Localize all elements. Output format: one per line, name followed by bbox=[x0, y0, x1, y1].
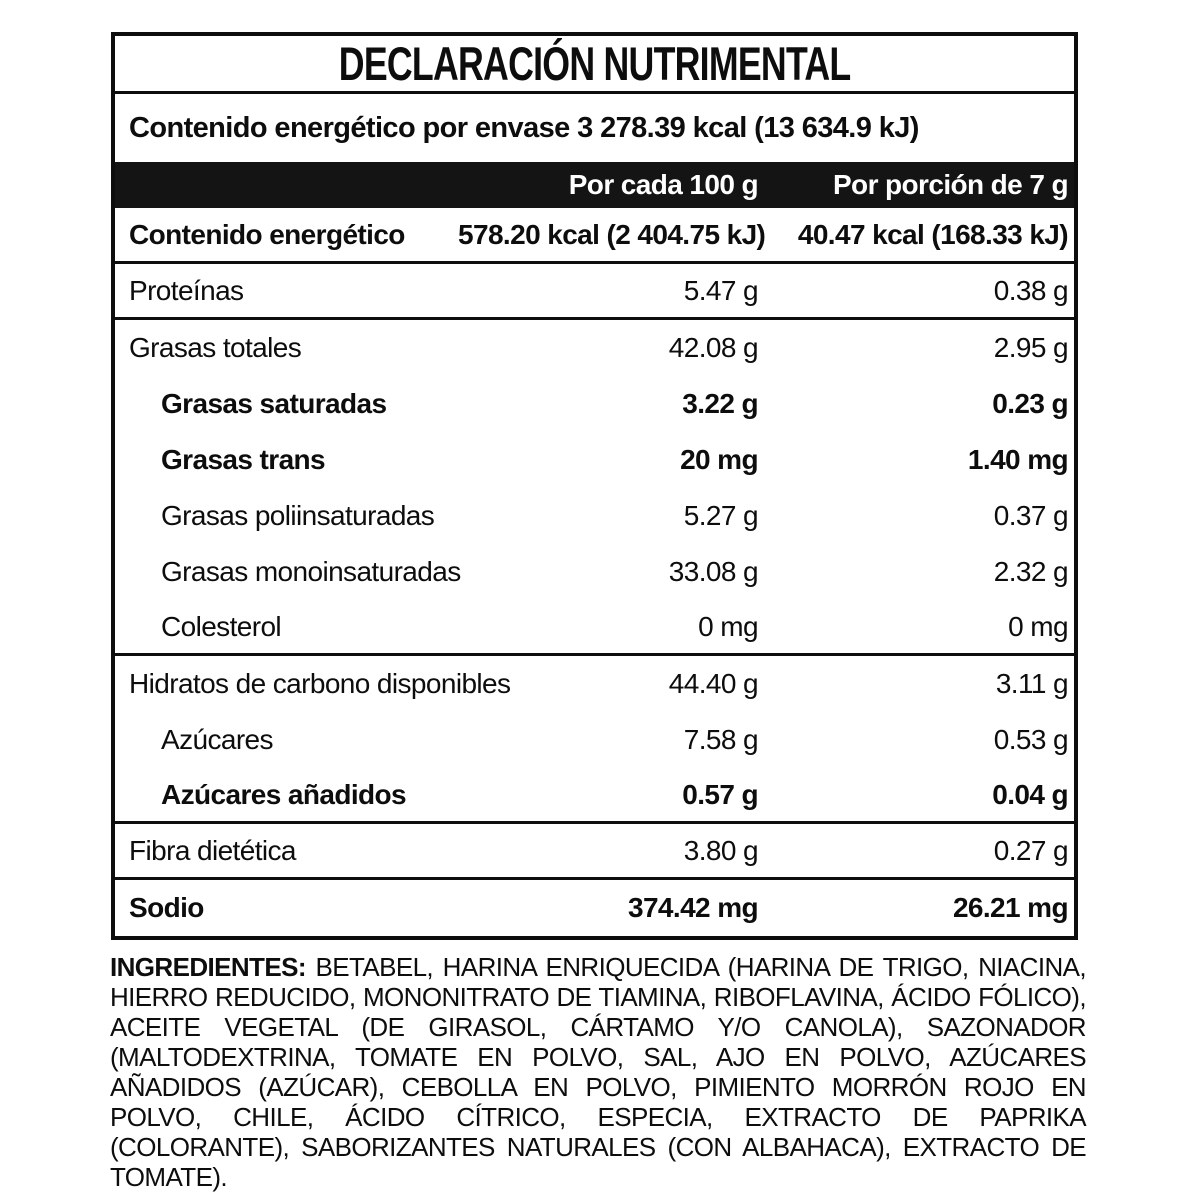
nutrient-value-per-100g: 5.47 g bbox=[683, 274, 758, 306]
nutrient-value-per-100g: 0.57 g bbox=[682, 778, 758, 810]
label-title: DECLARACIÓN NUTRIMENTAL bbox=[338, 37, 851, 90]
nutrient-label: Hidratos de carbono disponibles bbox=[129, 668, 511, 699]
nutrient-value-per-100g: 374.42 mg bbox=[627, 892, 758, 923]
nutrient-label: Grasas trans bbox=[161, 444, 326, 475]
nutrient-value-per-portion: 0.27 g bbox=[993, 834, 1068, 866]
nutrient-label: Grasas saturadas bbox=[161, 388, 387, 419]
nutrient-value-per-100g: 0 mg bbox=[698, 610, 758, 642]
nutrient-value-per-100g: 42.08 g bbox=[668, 332, 758, 363]
nutrient-row bbox=[115, 432, 1074, 488]
nutrient-value-per-100g: 33.08 g bbox=[668, 556, 758, 587]
nutrient-value-per-100g: 578.20 kcal (2 404.75 kJ) bbox=[458, 218, 766, 250]
nutrient-row bbox=[115, 824, 1074, 880]
nutrient-value-per-portion: 0 mg bbox=[1008, 610, 1068, 642]
nutrient-value-per-portion: 2.32 g bbox=[993, 556, 1068, 587]
nutrient-value-per-portion: 1.40 mg bbox=[967, 444, 1068, 475]
nutrient-row bbox=[115, 544, 1074, 600]
nutrient-value-per-100g: 20 mg bbox=[680, 444, 758, 475]
nutrient-label: Proteínas bbox=[129, 274, 244, 306]
column-header-per-100g: Por cada 100 g bbox=[568, 169, 758, 200]
nutrient-label: Fibra dietética bbox=[129, 834, 296, 866]
nutrient-label: Grasas monoinsaturadas bbox=[161, 556, 461, 587]
nutrient-value-per-portion: 26.21 mg bbox=[952, 892, 1068, 923]
nutrient-row bbox=[115, 488, 1074, 544]
nutrient-value-per-portion: 2.95 g bbox=[993, 332, 1068, 363]
nutrient-row bbox=[115, 208, 1074, 264]
nutrient-label: Colesterol bbox=[161, 610, 282, 642]
nutrient-row bbox=[115, 656, 1074, 712]
nutrient-value-per-portion: 40.47 kcal (168.33 kJ) bbox=[797, 218, 1068, 250]
nutrient-label: Grasas totales bbox=[129, 332, 302, 363]
nutrient-label: Grasas poliinsaturadas bbox=[161, 500, 435, 531]
nutrient-row bbox=[115, 712, 1074, 768]
nutrient-row bbox=[115, 320, 1074, 376]
nutrient-value-per-portion: 0.37 g bbox=[993, 500, 1068, 531]
label-title-row bbox=[115, 36, 1074, 94]
nutrient-value-per-100g: 44.40 g bbox=[668, 668, 758, 699]
nutrient-label: Sodio bbox=[129, 892, 204, 923]
nutrient-label: Azúcares bbox=[161, 724, 273, 755]
nutrient-row bbox=[115, 264, 1074, 320]
nutrient-value-per-portion: 0.04 g bbox=[992, 778, 1068, 810]
nutrient-value-per-portion: 3.11 g bbox=[995, 668, 1068, 699]
nutrient-row bbox=[115, 376, 1074, 432]
nutrient-label: Azúcares añadidos bbox=[161, 778, 406, 810]
nutrient-value-per-portion: 0.38 g bbox=[993, 274, 1068, 306]
nutrient-label: Contenido energético bbox=[129, 218, 405, 250]
nutrient-value-per-100g: 3.80 g bbox=[683, 834, 758, 866]
nutrient-value-per-portion: 0.53 g bbox=[993, 724, 1068, 755]
ingredients-section bbox=[110, 952, 1086, 1192]
column-header-per-portion: Por porción de 7 g bbox=[832, 169, 1068, 200]
ingredients-label: INGREDIENTES: bbox=[110, 952, 306, 982]
nutrient-value-per-100g: 3.22 g bbox=[682, 388, 758, 419]
column-header-bar bbox=[115, 162, 1074, 208]
energy-per-package: Contenido energético por envase 3 278.39 kcal (13 634.9 kJ) bbox=[129, 111, 919, 144]
nutrient-row bbox=[115, 880, 1074, 936]
ingredients-text: BETABEL, HARINA ENRIQUECIDA (HARINA DE TRIGO, NIACINA, HIERRO REDUCIDO, MONONITRATO DE TIAMINA, RIBOFLAVINA, ÁCIDO FÓLICO), ACEITE VEGETAL (DE GIRASOL, CÁRTAMO Y/O CANOLA), SAZONADOR (MALTODEXTRINA, TOMATE EN POLVO, SAL, AJO EN POLVO, AZÚCARES AÑADIDOS (AZÚCAR), CEBOLLA EN POLVO, PIMIENTO MORRÓN ROJO EN POLVO, CHILE, ÁCIDO CÍTRICO, ESPECIA, EXTRACTO DE PAPRIKA (COLORANTE), SABORIZANTES NATURALES (CON ALBAHACA), EXTRACTO DE TOMATE). bbox=[110, 952, 1087, 1192]
nutrient-row bbox=[115, 600, 1074, 656]
nutrient-value-per-portion: 0.23 g bbox=[992, 388, 1068, 419]
nutrient-value-per-100g: 5.27 g bbox=[683, 500, 758, 531]
nutrient-row bbox=[115, 768, 1074, 824]
nutrition-facts-table bbox=[111, 32, 1078, 940]
nutrient-rows bbox=[115, 208, 1074, 936]
nutrient-value-per-100g: 7.58 g bbox=[683, 724, 758, 755]
